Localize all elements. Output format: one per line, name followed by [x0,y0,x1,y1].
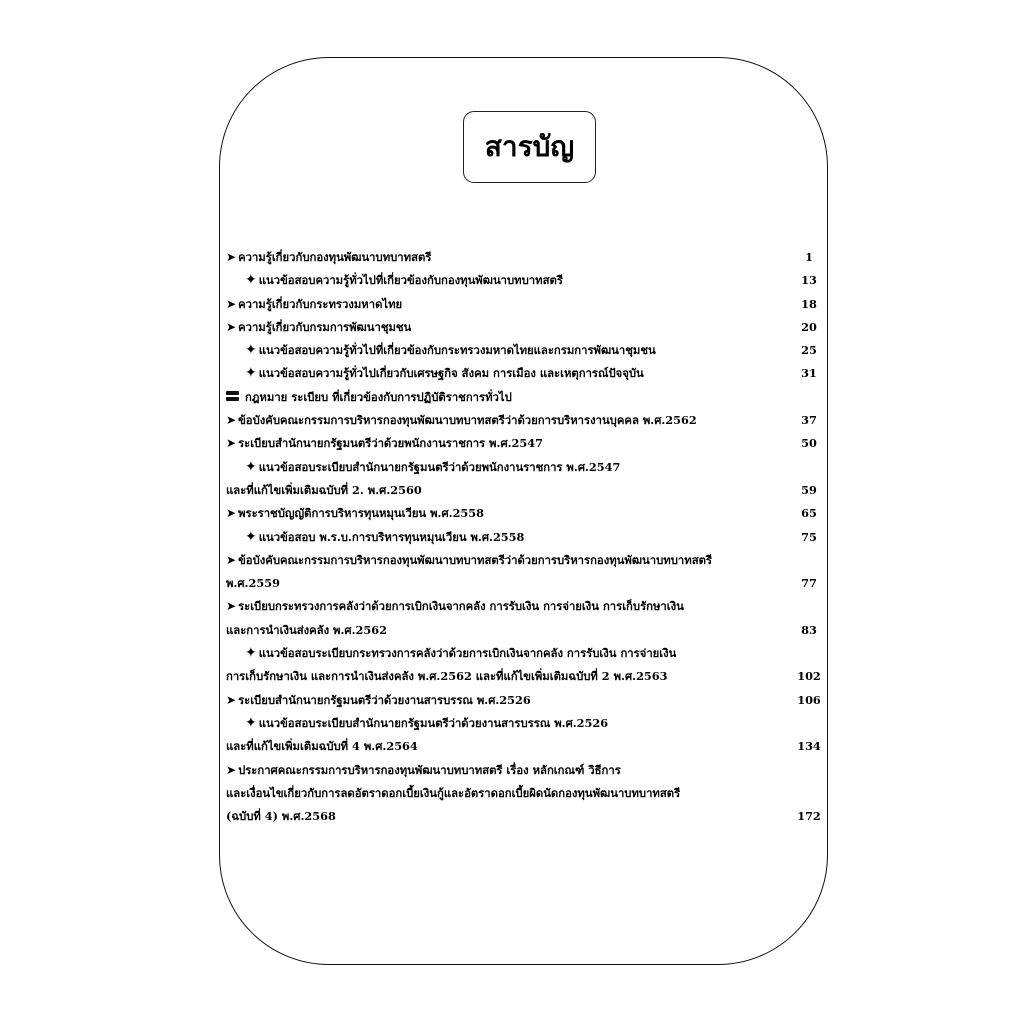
toc-entry [226,806,824,829]
toc-entry-text: และที่แก้ไขเพิ่มเติมฉบับที่ 4 พ.ศ.2564 [226,739,418,754]
toc-entry-text: ระเบียบกระทรวงการคลังว่าด้วยการเบิกเงินจากคลัง การรับเงิน การจ่ายเงิน การเก็บรักษาเงิน [238,599,684,614]
toc-page-number: 77 [801,576,817,591]
toc-entry-label [226,247,431,267]
toc-entry-text: กฎหมาย ระเบียบ ที่เกี่ยวข้องกับการปฏิบัติราชการทั่วไป [245,389,512,404]
arrow-bullet-icon: ➤ [226,692,237,707]
toc-entry [226,736,824,759]
toc-page-number: 20 [801,319,817,334]
toc-entry [226,363,824,386]
toc-page-number: 31 [801,366,817,381]
toc-entry-text: พระราชบัญญัติการบริหารทุนหมุนเวียน พ.ศ.2558 [238,506,485,521]
toc-entry-text: ประกาศคณะกรรมการบริหารกองทุนพัฒนาบทบาทสตรี เรื่อง หลักเกณฑ์ วิธีการ [238,762,621,777]
arrow-bullet-icon: ➤ [226,506,237,521]
toc-page-number: 65 [801,506,817,521]
toc-entry [226,317,824,340]
arrow-bullet-icon: ➤ [226,296,237,311]
toc-entry-text: ระเบียบสำนักนายกรัฐมนตรีว่าด้วยพนักงานราชการ พ.ศ.2547 [238,436,543,451]
toc-entry-text: แนวข้อสอบความรู้ทั่วไปที่เกี่ยวข้องกับกองทุนพัฒนาบทบาทสตรี [258,273,563,288]
toc-page-number: 134 [797,739,821,754]
toc-entry [226,620,824,643]
toc-entry [226,690,824,713]
toc-entry-label [226,410,697,430]
arrow-bullet-icon: ➤ [226,319,237,334]
toc-entry-label [226,480,422,500]
toc-entry [226,666,824,689]
toc-entry-label [226,387,512,407]
toc-entry-label [226,596,684,616]
page-title: สารบัญ [484,130,575,163]
toc-entry-text: การเก็บรักษาเงิน และการนำเงินส่งคลัง พ.ศ.2562 และที่แก้ไขเพิ่มเติมฉบับที่ 2 พ.ศ.2563 [226,669,668,684]
toc-entry-text: และการนำเงินส่งคลัง พ.ศ.2562 [226,622,387,637]
arrow-bullet-icon: ➤ [226,552,237,567]
star-bullet-icon: ✦ [245,365,257,382]
toc-page-number: 106 [797,692,821,707]
toc-entry [226,387,824,410]
arrow-bullet-icon: ➤ [226,413,237,428]
toc-entry-label [226,806,336,826]
toc-page-number: 75 [801,529,817,544]
toc-entry [226,527,824,550]
toc-entry-text: แนวข้อสอบความรู้ทั่วไปเกี่ยวกับเศรษฐกิจ สังคม การเมือง และเหตุการณ์ปัจจุบัน [258,366,644,381]
toc-page-number: 50 [801,436,817,451]
toc-entry [226,340,824,363]
toc-entry [226,480,824,503]
toc-entry-text: ความรู้เกี่ยวกับกรมการพัฒนาชุมชน [238,319,412,334]
toc-entry-label [226,433,543,453]
toc-entry-label [226,666,668,686]
toc-entry-text: แนวข้อสอบระเบียบสำนักนายกรัฐมนตรีว่าด้วยงานสารบรรณ พ.ศ.2526 [258,715,609,730]
toc-entry-label [226,783,680,803]
toc-entry-label [226,736,418,756]
books-icon [226,391,239,402]
toc-entry-label [226,550,712,570]
star-bullet-icon: ✦ [245,272,257,289]
toc-entry [226,410,824,433]
toc-entry [226,643,824,666]
toc-entry-text: พ.ศ.2559 [226,576,280,591]
toc-entry-label [245,713,608,733]
toc-entry-text: แนวข้อสอบ พ.ร.บ.การบริหารทุนหมุนเวียน พ.ศ.2558 [258,529,525,544]
toc-entry-label [226,317,411,337]
toc-entry-label [226,690,531,710]
toc-entry-text: และที่แก้ไขเพิ่มเติมฉบับที่ 2. พ.ศ.2560 [226,482,422,497]
toc-entry [226,550,824,573]
toc-entry-text: แนวข้อสอบระเบียบกระทรวงการคลังว่าด้วยการเบิกเงินจากคลัง การรับเงิน การจ่ายเงิน [258,646,677,661]
arrow-bullet-icon: ➤ [226,250,237,264]
toc-page-number: 59 [801,482,817,497]
toc-entry-label [226,503,484,523]
toc-entry-text: แนวข้อสอบระเบียบสำนักนายกรัฐมนตรีว่าด้วยพนักงานราชการ พ.ศ.2547 [258,459,621,474]
toc-entry [226,573,824,596]
toc-entry [226,457,824,480]
toc-page-number: 172 [797,809,821,824]
toc-page-number: 37 [801,413,817,428]
toc-page-number: 1 [805,250,813,264]
arrow-bullet-icon: ➤ [226,762,237,777]
toc-entry [226,760,824,783]
toc-entry-label [226,573,280,593]
toc-entry-text: แนวข้อสอบความรู้ทั่วไปที่เกี่ยวข้องกับกระทรวงมหาดไทยและกรมการพัฒนาชุมชน [258,343,656,358]
toc-entry [226,713,824,736]
toc-entry-label [245,457,620,477]
toc-entry [226,270,824,293]
table-of-contents [226,247,824,829]
toc-page-number: 102 [797,669,821,684]
toc-entry-label [245,270,563,290]
star-bullet-icon: ✦ [245,458,257,475]
toc-entry-label [245,363,644,383]
toc-entry [226,783,824,806]
toc-entry-text: และเงื่อนไขเกี่ยวกับการลดอัตราดอกเบี้ยเงินกู้และอัตราดอกเบี้ยผิดนัดกองทุนพัฒนาบทบาทสตรี [226,785,681,800]
toc-entry [226,247,824,270]
toc-entry [226,503,824,526]
title-box [463,111,596,183]
star-bullet-icon: ✦ [245,714,257,731]
toc-page-number: 25 [801,343,817,358]
toc-entry-label [245,527,524,547]
arrow-bullet-icon: ➤ [226,436,237,451]
toc-page-number: 83 [801,622,817,637]
toc-entry-text: (ฉบับที่ 4) พ.ศ.2568 [226,809,336,824]
toc-page-number: 18 [801,296,817,311]
arrow-bullet-icon: ➤ [226,599,237,614]
toc-entry [226,596,824,619]
toc-entry-text: ความรู้เกี่ยวกับกองทุนพัฒนาบทบาทสตรี [238,250,432,264]
toc-entry-label [226,294,402,314]
toc-entry-label [245,643,676,663]
star-bullet-icon: ✦ [245,528,257,545]
toc-entry-text: ความรู้เกี่ยวกับกระทรวงมหาดไทย [238,296,403,311]
toc-entry-label [245,340,656,360]
toc-entry-text: ข้อบังคับคณะกรรมการบริหารกองทุนพัฒนาบทบาทสตรีว่าด้วยการบริหารงานบุคคล พ.ศ.2562 [238,413,697,428]
toc-entry-label [226,760,621,780]
toc-entry-text: ระเบียบสำนักนายกรัฐมนตรีว่าด้วยงานสารบรรณ พ.ศ.2526 [238,692,531,707]
toc-entry-label [226,620,387,640]
toc-entry-text: ข้อบังคับคณะกรรมการบริหารกองทุนพัฒนาบทบาทสตรีว่าด้วยการบริหารกองทุนพัฒนาบทบาทสตรี [238,552,713,567]
star-bullet-icon: ✦ [245,342,257,359]
toc-page-number: 13 [801,273,817,288]
toc-entry [226,294,824,317]
toc-entry [226,433,824,456]
star-bullet-icon: ✦ [245,645,257,662]
